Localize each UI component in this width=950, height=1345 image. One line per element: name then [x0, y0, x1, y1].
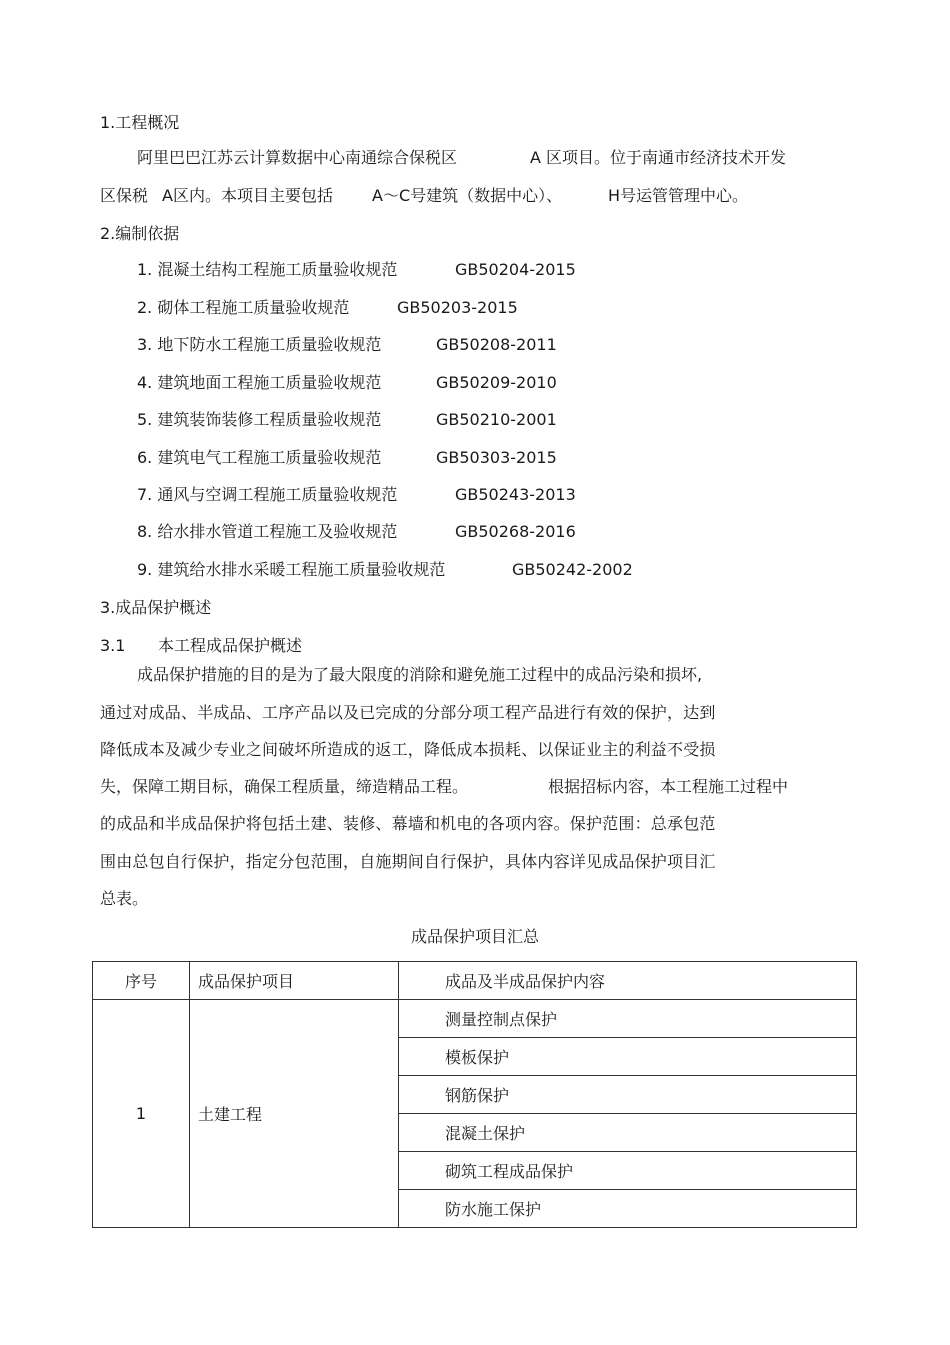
section-2-title: 2.编制依据	[100, 224, 180, 243]
row-content: 防水施工保护	[399, 1190, 857, 1228]
standard-name: 7. 通风与空调工程施工质量验收规范	[137, 485, 398, 504]
standard-name: 8. 给水排水管道工程施工及验收规范	[137, 522, 398, 541]
header-content: 成品及半成品保护内容	[399, 962, 857, 1000]
standard-code: GB50210-2001	[436, 410, 557, 429]
subsection-number: 3.1	[100, 636, 126, 655]
standard-name: 6. 建筑电气工程施工质量验收规范	[137, 448, 382, 467]
standard-code: GB50204-2015	[455, 260, 576, 279]
standard-code: GB50203-2015	[397, 298, 518, 317]
standard-name: 3. 地下防水工程施工质量验收规范	[137, 335, 382, 354]
row-content: 混凝土保护	[399, 1114, 857, 1152]
row-content: 砌筑工程成品保护	[399, 1152, 857, 1190]
table-caption: 成品保护项目汇总	[410, 927, 539, 946]
section-1-title: 1.工程概况	[100, 113, 180, 132]
row-item: 土建工程	[190, 1000, 399, 1228]
paragraph-line: 的成品和半成品保护将包括土建、装修、幕墙和机电的各项内容。保护范围：总承包范	[100, 814, 716, 833]
overview-text: A 区项目。位于南通市经济技术开发	[530, 148, 787, 167]
standard-code: GB50208-2011	[436, 335, 557, 354]
standard-name: 9. 建筑给水排水采暖工程施工质量验收规范	[137, 560, 446, 579]
header-item: 成品保护项目	[190, 962, 399, 1000]
overview-text: 阿里巴巴江苏云计算数据中心南通综合保税区	[137, 148, 458, 167]
standard-code: GB50209-2010	[436, 373, 557, 392]
overview-text: H号运管管理中心。	[608, 186, 749, 205]
paragraph-line: 总表。	[100, 889, 149, 908]
standard-name: 4. 建筑地面工程施工质量验收规范	[137, 373, 382, 392]
row-content: 测量控制点保护	[399, 1000, 857, 1038]
protection-summary-table	[92, 961, 857, 1228]
overview-text: A区内。本项目主要包括	[162, 186, 333, 205]
paragraph-line: 通过对成品、半成品、工序产品以及已完成的分部分项工程产品进行有效的保护，达到	[100, 703, 716, 722]
table-header-row	[93, 962, 857, 1000]
standard-code: GB50242-2002	[512, 560, 633, 579]
standard-code: GB50243-2013	[455, 485, 576, 504]
row-content: 模板保护	[399, 1038, 857, 1076]
overview-text: A～C号建筑（数据中心）、	[372, 186, 563, 205]
standard-name: 1. 混凝土结构工程施工质量验收规范	[137, 260, 398, 279]
standard-code: GB50268-2016	[455, 522, 576, 541]
paragraph-line: 围由总包自行保护，指定分包范围，自施期间自行保护，具体内容详见成品保护项目汇	[100, 852, 716, 871]
standard-code: GB50303-2015	[436, 448, 557, 467]
section-3-title: 3.成品保护概述	[100, 598, 212, 617]
paragraph-line: 成品保护措施的目的是为了最大限度的消除和避免施工过程中的成品污染和损坏,	[137, 665, 703, 684]
paragraph-line: 降低成本及减少专业之间破坏所造成的返工，降低成本损耗、以保证业主的利益不受损	[100, 740, 716, 759]
paragraph-line: 根据招标内容，本工程施工过程中	[548, 777, 789, 796]
row-content: 钢筋保护	[399, 1076, 857, 1114]
standard-name: 2. 砌体工程施工质量验收规范	[137, 298, 350, 317]
row-index: 1	[93, 1000, 190, 1228]
header-index: 序号	[93, 962, 190, 1000]
overview-text: 区保税	[100, 186, 149, 205]
standard-name: 5. 建筑装饰装修工程质量验收规范	[137, 410, 382, 429]
subsection-title: 本工程成品保护概述	[158, 636, 303, 655]
table-row	[93, 1000, 857, 1038]
paragraph-line: 失，保障工期目标，确保工程质量，缔造精品工程。	[100, 777, 469, 796]
